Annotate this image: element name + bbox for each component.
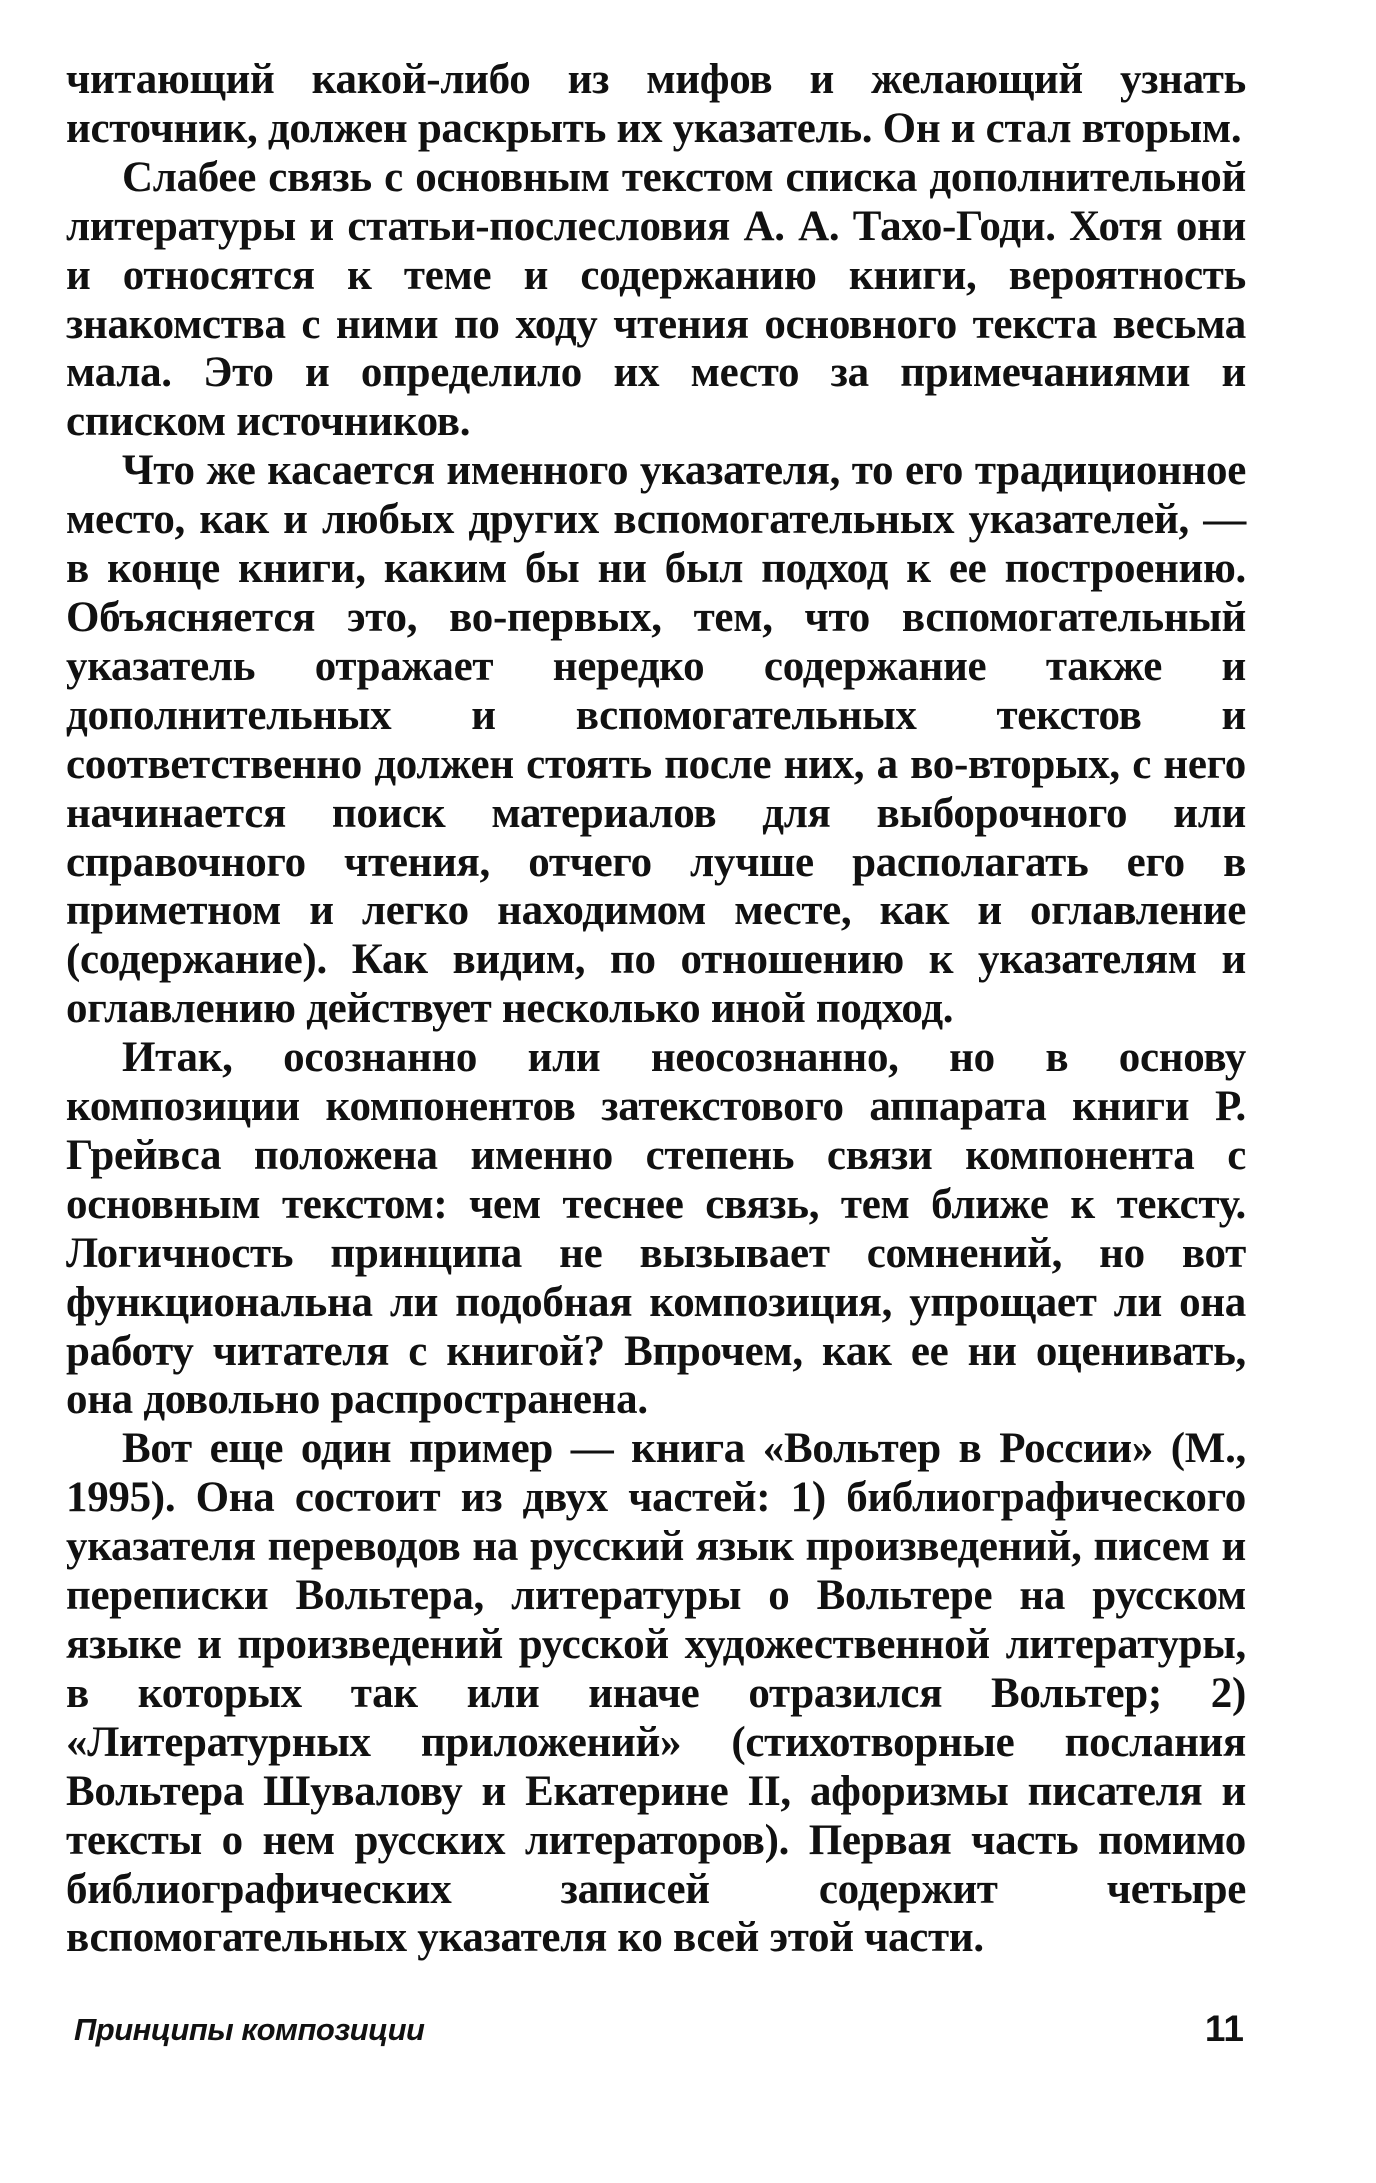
page-number: 11: [1204, 2008, 1244, 2049]
paragraph-5: Вот еще один пример — книга «Вольтер в России» (М., 1995). Она состоит из двух частей: 1) библиографического указателя переводов на русский язык произведений, писем и переписки Вольтера, литературы о Вольтере на русском языке и произведений русской художественной литературы, в которых так или иначе отразился Вольтер; 2) «Литературных приложений» (стихотворные послания Вольтера Шувалову и Екатерине II, афоризмы писателя и тексты о нем русских литераторов). Первая часть помимо библиографических записей содержит четыре вспомогательных указателя ко всей этой части.: [66, 1425, 1246, 1962]
paragraph-4: Итак, осознанно или неосознанно, но в основу композиции компонентов затекстового аппарата книги Р. Грейвса положена именно степень связи компонента с основным текстом: чем теснее связь, тем ближе к тексту. Логичность принципа не вызывает сомнений, но вот функциональна ли подобная композиция, упрощает ли она работу читателя с книгой? Впрочем, как ее ни оценивать, она довольно распространена.: [66, 1034, 1246, 1424]
paragraph-1: читающий какой-либо из мифов и желающий узнать источник, должен раскрыть их указатель. Он и стал вторым.: [66, 56, 1246, 152]
running-title: Принципы композиции: [74, 2012, 425, 2047]
paragraph-3: Что же касается именного указателя, то его традиционное место, как и любых других вспомогательных указателей, — в конце книги, каким бы ни был подход к ее построению. Объясняется это, во-первых, тем, что вспомогательный указатель отражает нередко содержание также и дополнительных и вспомогательных текстов и соответственно должен стоять после них, а во-вторых, с него начинается поиск материалов для выборочного или справочного чтения, отчего лучше располагать его в приметном и легко находимом месте, как и оглавление (содержание). Как видим, по отношению к указателям и оглавлению действует несколько иной подход.: [66, 447, 1246, 1033]
page-footer: [74, 2008, 1244, 2062]
paragraph-2: Слабее связь с основным текстом списка дополнительной литературы и статьи-послесловия А. А. Тахо-Годи. Хотя они и относятся к теме и содержанию книги, вероятность знакомства с ними по ходу чтения основного текста весьма мала. Это и определило их место за примечаниями и списком источников.: [66, 153, 1246, 446]
page-body: [66, 56, 1246, 1963]
